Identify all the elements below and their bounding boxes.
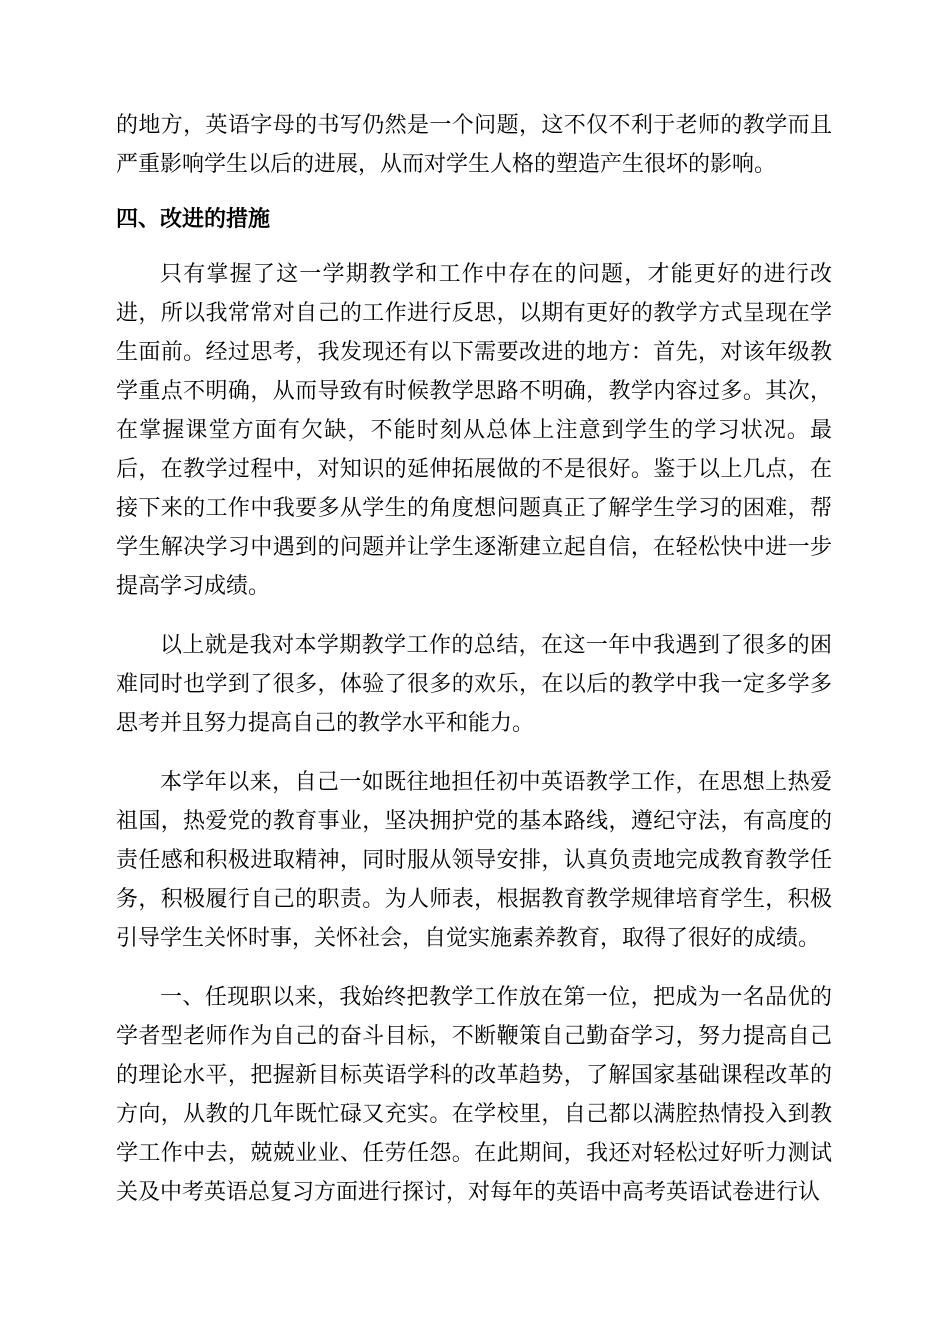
section-heading: 四、改进的措施 xyxy=(116,206,271,232)
paragraph-continuation: 的地方，英语字母的书写仍然是一个问题，这不仅不利于老师的教学而且严重影响学生以后的进展，从而对学生人格的塑造产生很坏的影响。 xyxy=(116,113,832,177)
paragraph-summary: 以上就是我对本学期教学工作的总结，在这一年中我遇到了很多的困难同时也学到了很多，体验了很多的欢乐，在以后的教学中我一定多学多思考并且努力提高自己的教学水平和能力。 xyxy=(116,633,832,736)
paragraph-improvements: 只有掌握了这一学期教学和工作中存在的问题，才能更好的进行改进，所以我常常对自己的工作进行反思，以期有更好的教学方式呈现在学生面前。经过思考，我发现还有以下需要改进的地方：首先，对该年级教学重点不明确，从而导致有时候教学思路不明确，教学内容过多。其次，在掌握课堂方面有欠缺，不能时刻从总体上注意到学生的学习状况。最后，在教学过程中，对知识的延伸拓展做的不是很好。鉴于以上几点，在接下来的工作中我要多从学生的角度想问题真正了解学生学习的困难，帮学生解决学习中遇到的问题并让学生逐渐建立起自信，在轻松快中进一步提高学习成绩。 xyxy=(116,262,832,599)
document-page xyxy=(116,106,832,1212)
paragraph-teaching-work: 一、任现职以来，我始终把教学工作放在第一位，把成为一名品优的学者型老师作为自己的奋斗目标，不断鞭策自己勤奋学习，努力提高自己的理论水平，把握新目标英语学科的改革趋势，了解国家基础课程改革的方向，从教的几年既忙碌又充实。在学校里，自己都以满腔热情投入到教学工作中去，兢兢业业、任劳任怨。在此期间，我还对轻松过好听力测试关及中考英语总复习方面进行探讨，对每年的英语中高考英语试卷进行认 xyxy=(116,985,832,1205)
paragraph-year-review: 本学年以来，自己一如既往地担任初中英语教学工作，在思想上热爱祖国，热爱党的教育事业，坚决拥护党的基本路线，遵纪守法，有高度的责任感和积极进取精神，同时服从领导安排，认真负责地完成教育教学任务，积极履行自己的职责。为人师表，根据教育教学规律培育学生，积极引导学生关怀时事，关怀社会，自觉实施素养教育，取得了很好的成绩。 xyxy=(116,770,832,951)
